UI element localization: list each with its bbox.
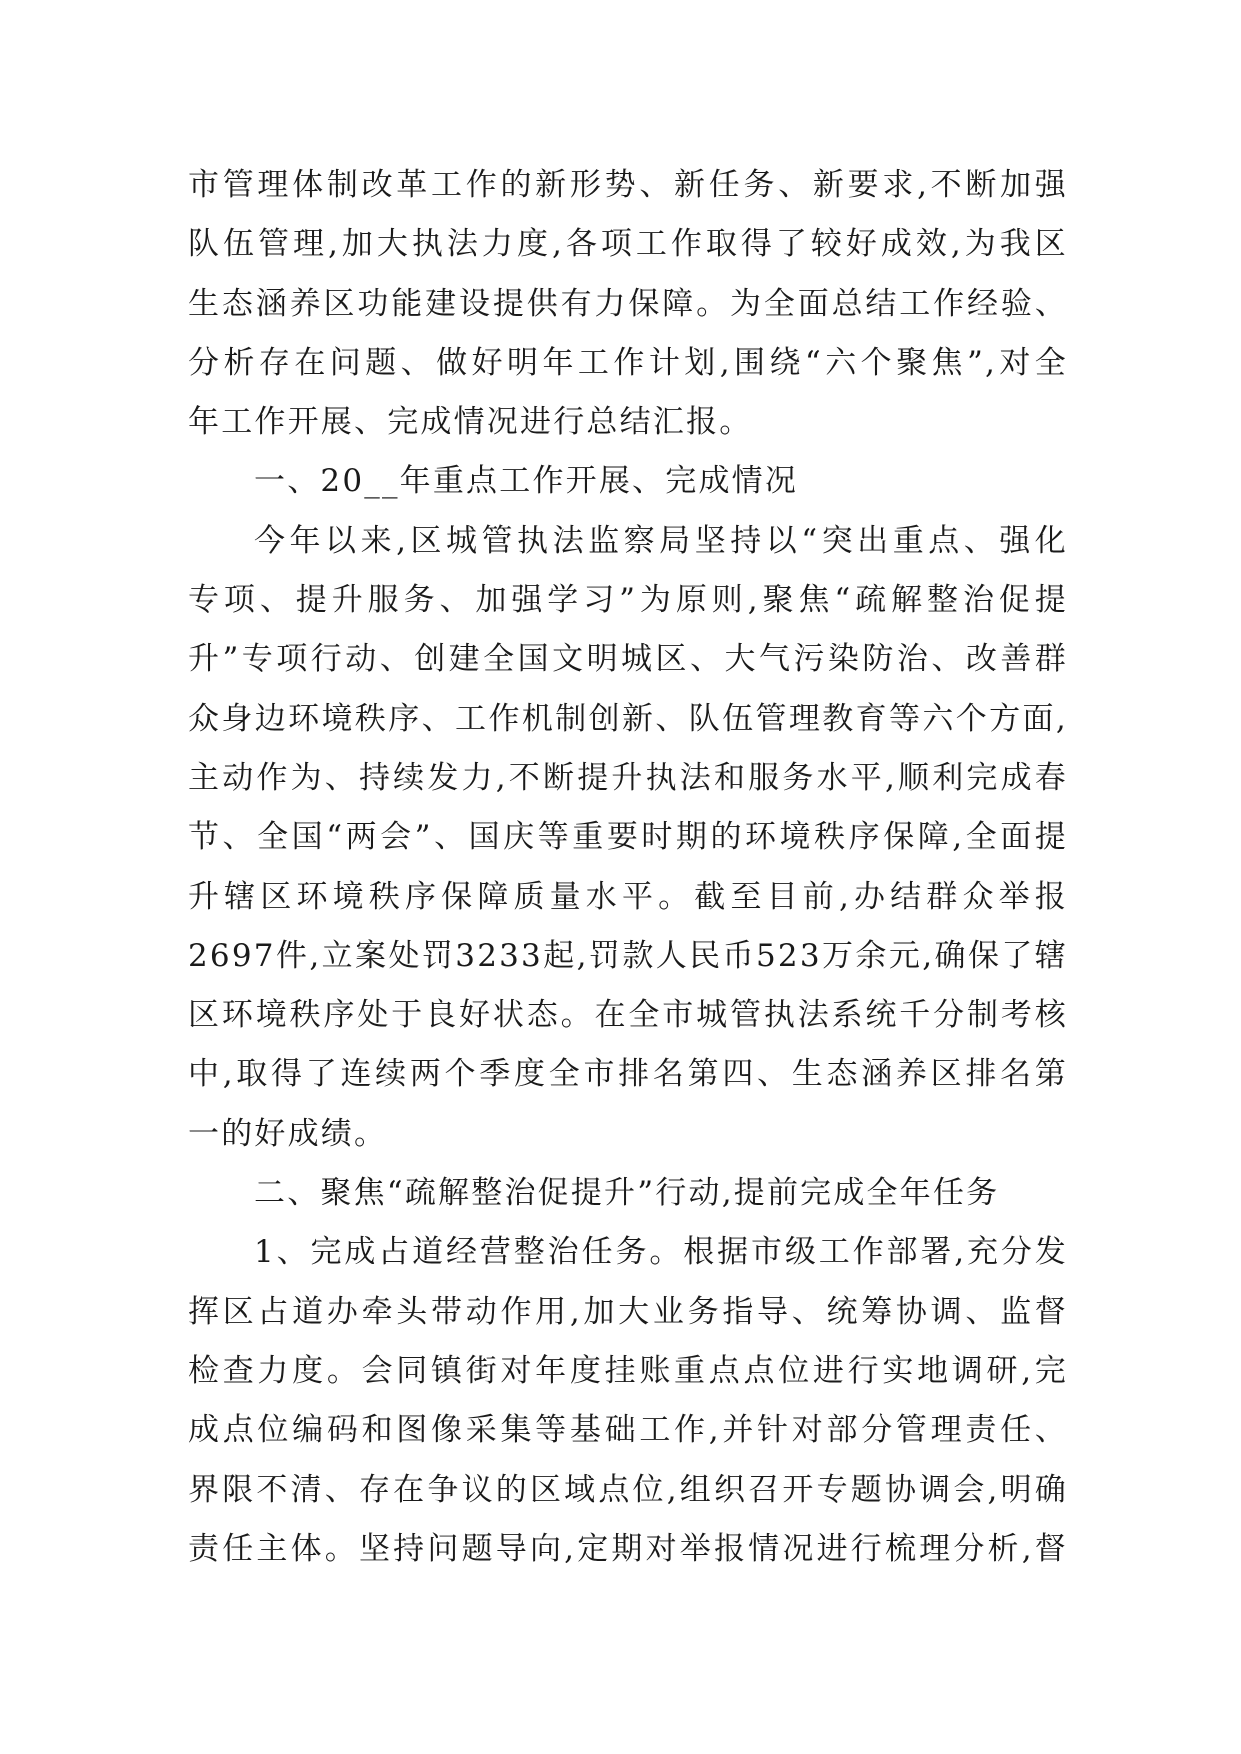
body-line: 界限不清、存在争议的区域点位,组织召开专题协调会,明确	[188, 1471, 1068, 1508]
body-line: 节、全国“两会”、国庆等重要时期的环境秩序保障,全面提	[188, 819, 1068, 856]
body-line: 市管理体制改革工作的新形势、新任务、新要求,不断加强	[188, 167, 1068, 203]
body-line: 年工作开展、完成情况进行总结汇报。	[188, 404, 753, 441]
body-line: 责任主体。坚持问题导向,定期对举报情况进行梳理分析,督	[188, 1530, 1068, 1567]
body-line: 分析存在问题、做好明年工作计划,围绕“六个聚焦”,对全	[188, 344, 1068, 381]
body-line: 升”专项行动、创建全国文明城区、大气污染防治、改善群	[188, 641, 1068, 678]
body-line: 队伍管理,加大执法力度,各项工作取得了较好成效,为我区	[188, 226, 1068, 263]
body-line: 众身边环境秩序、工作机制创新、队伍管理教育等六个方面,	[188, 700, 1068, 737]
body-line: 挥区占道办牵头带动作用,加大业务指导、统筹协调、监督	[188, 1293, 1068, 1330]
body-line: 1、完成占道经营整治任务。根据市级工作部署,充分发	[254, 1234, 1068, 1271]
section-heading: 一、20__年重点工作开展、完成情况	[254, 463, 799, 500]
body-line: 中,取得了连续两个季度全市排名第四、生态涵养区排名第	[188, 1056, 1068, 1093]
body-line: 区环境秩序处于良好状态。在全市城管执法系统千分制考核	[188, 997, 1068, 1034]
body-line: 升辖区环境秩序保障质量水平。截至目前,办结群众举报	[188, 878, 1068, 915]
body-line: 专项、提升服务、加强学习”为原则,聚焦“疏解整治促提	[188, 582, 1068, 619]
document-body	[188, 156, 1068, 1579]
body-line: 生态涵养区功能建设提供有力保障。为全面总结工作经验、	[188, 285, 1068, 322]
body-line: 成点位编码和图像采集等基础工作,并针对部分管理责任、	[188, 1412, 1068, 1449]
body-line: 主动作为、持续发力,不断提升执法和服务水平,顺利完成春	[188, 759, 1068, 796]
body-line: 检查力度。会同镇街对年度挂账重点点位进行实地调研,完	[188, 1352, 1068, 1389]
body-line: 一的好成绩。	[188, 1115, 388, 1152]
body-line: 今年以来,区城管执法监察局坚持以“突出重点、强化	[254, 522, 1068, 559]
section-heading: 二、聚焦“疏解整治促提升”行动,提前完成全年任务	[254, 1175, 1000, 1212]
body-line: 2697件,立案处罚3233起,罚款人民币523万余元,确保了辖	[188, 937, 1068, 974]
